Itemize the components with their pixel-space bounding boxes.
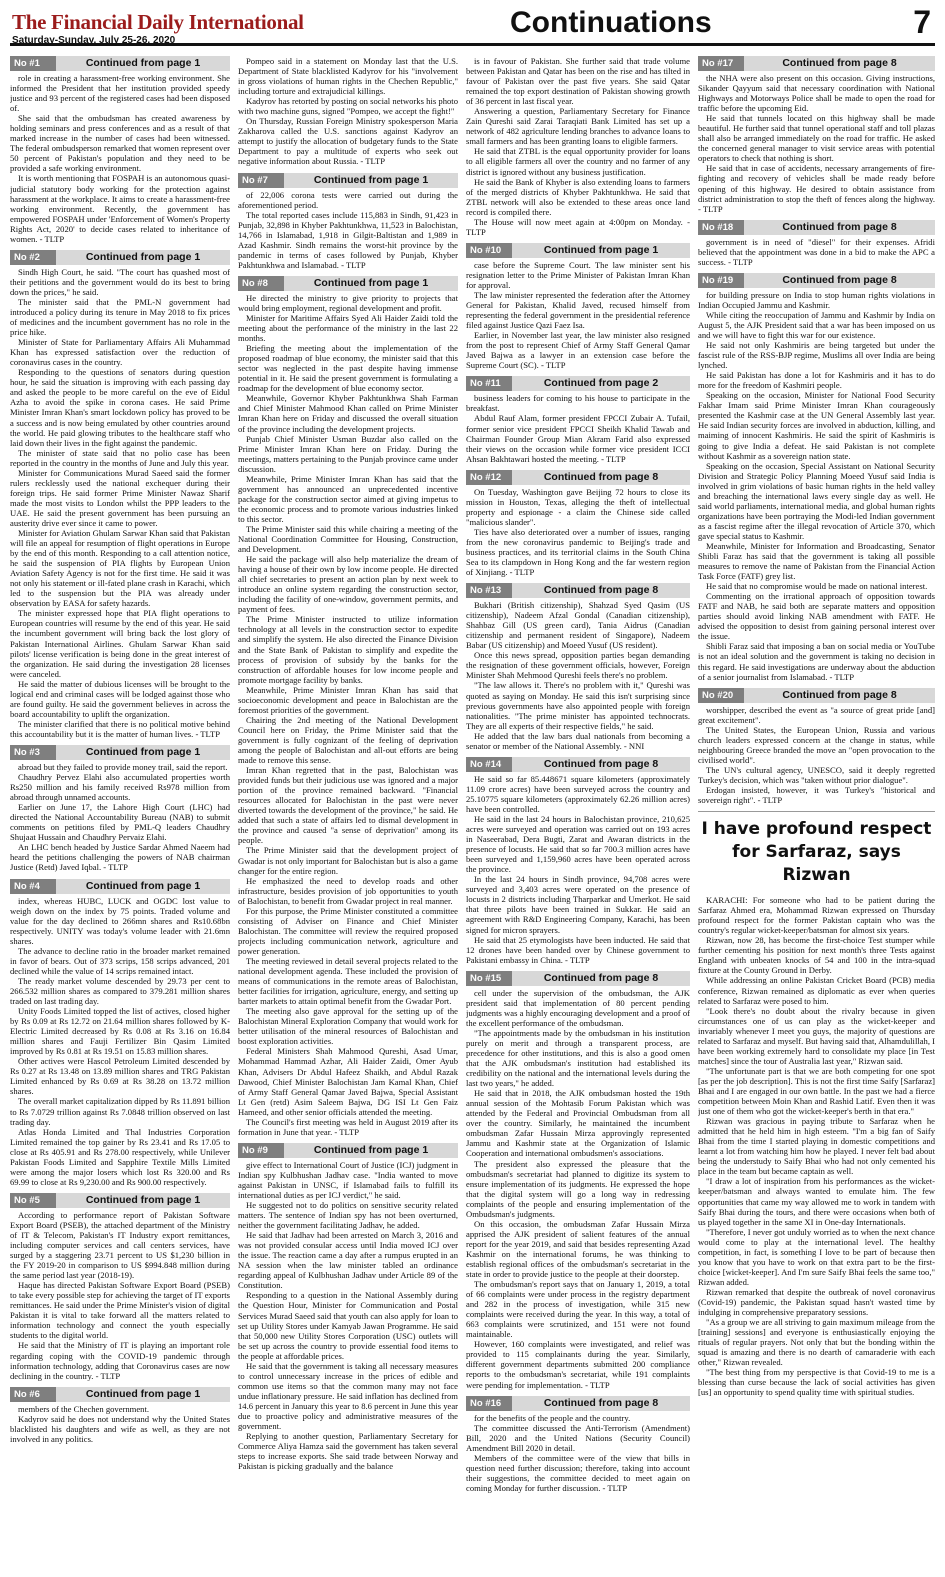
continuation-label: Continued from page 1	[56, 745, 230, 760]
story-paragraph: Rizwan was gracious in paying tribute to Sarfaraz when he admitted that he held him in high esteem. "I'm a big fan of Saify Bhai from the time I started playing in domestic competitions and learnt a lot from watching him how he played. I never felt bad about being the understudy to Saify Bhai who had not only cemented his place in the team but became captain as well.	[698, 1116, 935, 1177]
article-paragraph: cell under the supervision of the ombudsman, the AJK president said that implementation of 80 percent pending judgments was a highly encouraging development and a proof of the excellent performance of the ombudsman.	[466, 987, 690, 1028]
continuation-header	[238, 276, 458, 291]
article-paragraph: He said Pakistan has done a lot for Kashmiris and it has to do more for the freedom of Kashmiri people.	[698, 370, 935, 391]
continuation-number: No #18	[698, 220, 744, 235]
continuation-header	[238, 1143, 458, 1158]
continuation-block	[238, 276, 458, 1137]
story-headline: I have profound respect for Sarfaraz, says Rizwan	[698, 811, 935, 887]
article-paragraph: The United States, the European Union, Russia and various church leaders expressed concern at the change in status, while neighbouring Greece branded the move an "open provocation to the civilised world".	[698, 724, 935, 765]
article-paragraph: He said not only Kashmiris are being targeted but under the fascist rule of the RSS-BJP regime, Muslims all over India are being lynched.	[698, 340, 935, 371]
article-paragraph: Punjab Chief Minister Usman Buzdar also called on the Prime Minister Imran Khan here on Friday. During the meetings, matters pertaining to the Punjab province came under discussion.	[238, 433, 458, 474]
continuation-number: No #5	[10, 1193, 56, 1208]
continuation-number: No #2	[10, 250, 56, 265]
story-paragraph: "Look there's no doubt about the rivalry because in given circumstances one of us can play as the wicket-keeper and invariably whenever I meet you guys, the majority of questions are related to Sarfaraz and myself. But having said that, Alhamdulillah, I have been working extremely hard to consolidate my place [in Test matches] since the tour of Australia last year," Rizwan said.	[698, 1005, 935, 1066]
article-paragraph: Briefing the meeting about the implementation of the proposed roadmap of blue economy, the minister said that this sector was neglected in the past despite having immense potential in it. He said the present government is formulating a roadmap for the development of blue economy sector.	[238, 343, 458, 394]
continuation-block	[466, 971, 690, 1390]
article-paragraph: He said the matter of dubious licenses will be brought to the logical end and criminal cases will be lodged against those who are found guilty. He said the government believes in across the board accountability to uplift the organization.	[10, 678, 230, 719]
article-paragraph: According to performance report of Pakistan Software Export Board (PSEB), the attached department of the Ministry of IT & Telecom, Pakistan's IT Industry export remittances, including computer services and call centers services, have surged by a staggering 23.71 percent to US $1,230 billion in the FY 2019-20 in comparison to US $994.848 million during the same period last year (2018-19).	[10, 1209, 230, 1281]
article-paragraph: Minister for Communications Murad Saeed said the former rulers recklessly used the national exchequer during their foreign trips. He said former Prime Minister Nawaz Sharif made the most visits to London whilst the PPP leaders to the UAE. He said the present government has been pursuing an austerity drive ever since it came to power.	[10, 467, 230, 528]
article-paragraph: "The appointments made by the ombudsman in his institution purely on merit and through a transparent process, are precedence for other institutions, and this is also a good omen that the AJK ombudsman's institution had established its credibility on the national and the international levels during the last two years," he added.	[466, 1027, 690, 1089]
article-paragraph: Haque has directed Pakistan Software Export Board (PSEB) to take every possible step for achieving the target of IT exports remittances. He said under the Prime Minister's vision of digital Pakistan it is vital to take forward all the matters related to information technology and connect the youth especially students to the digital world.	[10, 1280, 230, 1341]
continuation-block	[10, 745, 230, 873]
continuation-label: Continued from page 1	[284, 276, 458, 291]
continuation-number: No #15	[466, 971, 512, 986]
article-paragraph: Minister of State for Parliamentary Affairs Ali Muhammad Khan has expressed satisfaction over the reduction of coronavirus cases in the country.	[10, 337, 230, 368]
article-paragraph: The advance to decline ratio in the broader market remained in favor of bears. Out of 373 scrips, 158 scrips advanced, 201 declined while the value of 14 scrips remained intact.	[10, 945, 230, 976]
continuation-header	[10, 1193, 230, 1208]
article-paragraph: On this occasion, the ombudsman Zafar Hussain Mirza apprised the AJK president of salient features of the annual report for the year 2019, and said that besides representing Azad Kashmir on the international forums, he was thinking to establish regional offices of the ombudsman's secretariat in the state in order to provide justice to the people at their doorstep.	[466, 1218, 690, 1280]
article-paragraph: Responding to the questions of senators during question hour, he said the situation is improving with each passing day and asked the people to be more careful on the eve of Eidul Azha to avoid the spike in corona cases. He said Prime Minister Imran Khan's smart lockdown policy has proved to be a success and is now being emulated by other countries around the world. He paid glowing tributes to the healthcare staff who laid down their lives in the fight against the pandemic.	[10, 367, 230, 448]
continuation-label: Continued from page 8	[512, 971, 690, 986]
column-2	[238, 56, 458, 1572]
masthead	[10, 6, 935, 46]
article-paragraph: The meeting also gave approval for the setting up of the Balochistan Mineral Exploration Company that would work for better utilisation of the mineral resources of Balochistan and boost exploration activities.	[238, 1006, 458, 1047]
story-paragraph: "I draw a lot of inspiration from his performances as the wicket-keeper/batsman and always wanted to emulate him. The few opportunities that came my way allowed me to work in tandem with Saify Bhai during the tours, and there were occasions when both of us played together in the same XI in One-day Internationals.	[698, 1176, 935, 1227]
continuation-block	[10, 250, 230, 739]
article-paragraph: Earlier, in November last year, the law minister also resigned from the post to represent Chief of Army Staff General Qamar Javed Bajwa as a lawyer in an extension case before the Supreme Court (SC). - TLTP	[466, 330, 690, 371]
article-paragraph: Federal Ministers Shah Mahmood Qureshi, Asad Umar, Mohammad Hammad Azhar, Ali Haider Zaidi, Omer Ayub Khan, Advisers Dr Abdul Hafeez Shaikh, and Abdul Razak Dawood, Chief Minister Balochistan Jam Kamal Khan, Chief of Army Staff General Qamar Javed Bajwa, Special Assistant Lt Gen (retd) Asim Saleem Bajwa, DG ISI Lt Gen Faiz Hameed, and other senior officials attended the meeting.	[238, 1046, 458, 1117]
continuation-block	[466, 757, 690, 965]
article-paragraph: The president also expressed the pleasure that the ombudsman's secretariat had planned to digitize its system to ensure implementation of its judgments. He expressed the hope that the digital system will go a long way in redressing complaints of the people and ensuring implementation of the Ombudsman's judgments.	[466, 1158, 690, 1219]
continuation-header	[698, 56, 935, 71]
continuation-header	[10, 745, 230, 760]
continuation-block	[10, 56, 230, 244]
article-paragraph: While citing the reoccupation of Jammu and Kashmir by India on August 5, the AJK President said that a war has been imposed on us and we will have to fight this war for our existence.	[698, 309, 935, 340]
story-paragraph: While addressing an online Pakistan Cricket Board (PCB) media conference, Rizwan remained as diplomatic as ever when queries related to Sarfaraz were posed to him.	[698, 975, 935, 1006]
continuation-block	[238, 173, 458, 270]
continuation-label: Continued from page 1	[56, 250, 230, 265]
continuation-block	[238, 1143, 458, 1471]
story-paragraph: "Therefore, I never got unduly worried as to when the next chance would come to play at the international level. The healthy competition, in fact, is something I love to be part of because then you know that you have to work on that extra part to be the first-choice [wicket-keeper]. And I'm sure Saify Bhai feels the same too," Rizwan added.	[698, 1226, 935, 1287]
continuation-label: Continued from page 8	[512, 1396, 690, 1411]
article-paragraph: The House will now meet again at 4:00pm on Monday. - TLTP	[466, 216, 690, 237]
continuation-label: Continued from page 8	[744, 56, 935, 71]
story-paragraph: Rizwan remarked that despite the outbreak of novel coronavirus (Covid-19) pandemic, the Pakistan squad hasn't wasted time by indulging in comprehensive preparatory sessions.	[698, 1286, 935, 1318]
article-paragraph: Meanwhile, Governor Khyber Pakhtunkhwa Shah Farman and Chief Minister Mahmood Khan called on Prime Minister Imran Khan here on Friday and discussed the overall situation of the province including the development projects.	[238, 393, 458, 434]
continuation-number: No #1	[10, 56, 56, 71]
story-paragraph: "The best thing from my perspective is that Covid-19 to me is a blessing than curse because the lack of social activities has given [us] an opportunity to spend quality time with spiritual studies.	[698, 1367, 935, 1398]
continuation-number: No #10	[466, 243, 512, 258]
article-paragraph: Kadyrov said he does not understand why the United States blacklisted his daughters and wife as well, as they are not involved in any politics.	[10, 1413, 230, 1444]
article-paragraph: abroad but they failed to provide money trail, said the report.	[18, 762, 228, 772]
continuation-label: Continued from page 2	[512, 376, 690, 391]
story-article	[698, 811, 935, 1397]
continuation-header	[698, 220, 935, 235]
continuation-header	[466, 376, 690, 391]
article-paragraph: Chaudhry Pervez Elahi also accumulated properties worth Rs250 million and his family received Rs978 million from abroad through unnamed accounts.	[10, 772, 230, 803]
article-paragraph: He said in the last 24 hours in Balochistan province, 210,625 acres were surveyed and operation was carried out on 193 acres in Naseerabad, Dera Bugti, Zarat and Awaran districts in the presence of locusts. He said that so far 700.3 million acres have been surveyed and 1,159,960 acres have been operated across the province.	[466, 814, 690, 875]
continuation-label: Continued from page 8	[512, 583, 690, 598]
continuation-block	[466, 243, 690, 371]
article-paragraph: Abdul Rauf Alam, former president FPCCI Zubair A. Tufail, former senior vice president FPCCI Sheikh Khalid Tawab and Chairman Founder Group Mian Akram Farid also expressed their views on the occasion while former vice president ICCI Ahsan Bakhtawari hosted the meeting. - TLTP	[466, 413, 690, 464]
article-paragraph: Once this news spread, opposition parties began demanding the resignation of these government officials, however, Foreign Minister Shah Mehmood Qureshi feels there's no problem.	[466, 650, 690, 681]
continuation-label: Continued from page 1	[512, 243, 690, 258]
continuation-header	[466, 583, 690, 598]
article-paragraph: The total reported cases include 115,883 in Sindh, 91,423 in Punjab, 32,898 in Khyber Pakhtunkhwa, 11,523 in Balochistan, 14,766 in Islamabad, 1,918 in Gilgit-Baltistan and 1,989 in Azad Kashmir. Sindh remains the worst-hit province by the pandemic in terms of cases followed by Punjab, Khyber Pakhtunkhwa and Islamabad. - TLTP	[238, 209, 458, 270]
continuation-block	[466, 1396, 690, 1493]
article-paragraph: The Prime Minister said that the development project of Gwadar is not only important for Balochistan but is also a game changer for the entire region.	[238, 845, 458, 876]
article-paragraph: The meeting reviewed in detail several projects related to the national development agenda. These included the provision of means of communications in the remote areas of Balochistan, better facilities for irrigation, agriculture, energy, and setting up barter markets to attain optimal benefit from the Gwadar Port.	[238, 955, 458, 1007]
continuation-header	[466, 1396, 690, 1411]
article-paragraph: Ties have also deteriorated over a number of issues, ranging from the new coronavirus pandemic to Beijing's trade and business practices, and its territorial claims in the South China Sea to its clampdown in Hong Kong and the far western region of Xinjiang. - TLTP	[466, 526, 690, 578]
continuation-block	[238, 56, 458, 167]
article-paragraph: The UN's cultural agency, UNESCO, said it deeply regretted Turkey's decision, which was "taken without prior dialogue".	[698, 764, 935, 785]
continuation-block	[10, 879, 230, 1187]
continuation-number: No #17	[698, 56, 744, 71]
article-paragraph: The Prime Minister instructed to utilize information technology at all levels in the construction sector to expedite and simplify the system. He also directed the Finance Division and the State Bank of Pakistan to simplify and expedite the process of provision of subsidy by the banks for the construction of affordable houses for low income people and promote mortgage facility by banks.	[238, 614, 458, 685]
article-paragraph: Atlas Honda Limited and Thal Industries Corporation Limited remained the top gainer by Rs 23.41 and Rs 17.05 to close at Rs 405.91 and Rs 278.00 respectively, while Unilever Pakistan Foods Limited and Sapphire Textile Mills Limited were among the major losers which lost Rs 320.00 and Rs 69.99 to close at Rs 9,230.00 and Rs 900.00 respectively.	[10, 1126, 230, 1187]
article-paragraph: She said that the ombudsman has created awareness by holding seminars and press conferences and as a result of that marked increase in the number of cases had been witnessed. The federal ombudsperson remarked that women represent over 50 percent of Pakistan's population and they need to be provided a safe working environment.	[10, 113, 230, 174]
story-paragraph: KARACHI: For someone who had to be patient during the Sarfaraz Ahmed era, Mohammad Rizwan expressed on Thursday profound respect for the former Pakistan captain who was the country's regular wicket-keeper/batsman for almost six years.	[698, 895, 935, 936]
article-paragraph: Other actives were Hascol Petroleum Limited descended by Rs 0.27 at Rs 13.48 on 13.89 million shares and TRG Pakistan Limited enhanced by Rs 0.69 at Rs 38.28 on 13.72 million shares.	[10, 1056, 230, 1097]
continuation-number: No #13	[466, 583, 512, 598]
article-paragraph: government is in need of "diesel" for their expenses. Afridi believed that the appointment was done in a bid to make the APC a success. - TLTP	[698, 236, 935, 267]
page-number: 7	[913, 4, 931, 40]
continuation-number: No #4	[10, 879, 56, 894]
continuation-label: Continued from page 1	[56, 879, 230, 894]
article-paragraph: It is worth mentioning that FOSPAH is an autonomous quasi-judicial statutory body working for the protection against harassment at the workplace. It aims to create a harassment-free working environment. Recently, the government has empowered FOSPAH under 'Enforcement of Women's Property Rights Act, 2020' to decide cases related to inheritance of women. - TLTP	[10, 173, 230, 244]
article-paragraph: Responding to a question in the National Assembly during the Question Hour, Minister for Communication and Postal Services Murad Saeed said that youth can also apply for loan to set up Utility Stores under Kamyab Jawan Programme. He said that 50,000 new Utility Stores Corporation (USC) outlets will be set up across the country to provide essential food items to the people at affordable prices.	[238, 1290, 458, 1361]
continuation-label: Continued from page 8	[512, 757, 690, 772]
article-paragraph: "The law allows it. There's no problem with it," Qureshi was quoted as saying on Monday. He said this isn't surprising since previous governments have also appointed people with foreign nationalities. "The prime minister has appointed technocrats. They are all experts of their respective fields," he said.	[466, 680, 690, 731]
article-paragraph: He said that no compromise would be made on national interest.	[706, 581, 928, 592]
article-paragraph: The minister clarified that there is no political motive behind this accountability but it is the matter of human lives. - TLTP	[10, 718, 230, 739]
continuation-label: Continued from page 8	[744, 273, 935, 288]
article-paragraph: On Thursday, Russian Foreign Ministry spokesperson Maria Zakharova called the U.S. sanctions against Kadyrov an attempt to justify the allocation of budgetary funds to the State Department to pay a multitude of experts who seek out negative information about Russia. - TLTP	[238, 116, 458, 167]
article-paragraph: the NHA were also present on this occasion. Giving instructions, Sikander Qayyum said that necessary coordination with National Highways and Motorways Police shall be made to open the road for traffic before the upcoming Eid.	[698, 73, 935, 114]
article-paragraph: The minister of state said that no polio case has been reported in the country in the months of June and July this year.	[10, 447, 230, 468]
continuation-header	[466, 971, 690, 986]
article-paragraph: He said so far 85.448671 square kilometers (approximately 11.09 crore acres) have been surveyed across the country and 25.10775 square kilometers (approximately 62.26 million acres) have been controlled.	[466, 773, 690, 814]
continuation-header	[466, 757, 690, 772]
continuation-header	[238, 173, 458, 188]
article-paragraph: The ombudsman's report says that on January 1, 2019, a total of 66 complaints were under process in the registry department and 282 in the process of investigation, while 315 new complaints were received during the year. In this way, a total of 663 complaints were scrutinized, and 151 were not found maintainable.	[466, 1279, 690, 1340]
continuation-number: No #8	[238, 276, 284, 291]
article-paragraph: The ready market volume descended by 29.73 per cent to 266.532 million shares as compared to 379.281 million shares traded on last trading day.	[10, 975, 230, 1006]
article-paragraph: Erdogan insisted, however, it was Turkey's "historical and sovereign right". - TLTP	[698, 785, 935, 806]
story-paragraph: Rizwan, now 28, has become the first-choice Test stumper while further cementing his position for next month's three Tests against England with unbeaten knocks of 54 and 100 in the intra-squad fixture at the County Ground in Derby.	[698, 935, 935, 976]
article-paragraph: He said that ZTBL is the equal opportunity provider for loans to all eligible farmers all over the country and no farmer of any district is ignored without any business justification.	[466, 146, 690, 177]
article-paragraph: index, whereas HUBC, LUCK and OGDC lost value to weigh down on the index by 75 points. Traded volume and value for the day declined to 266mn shares and Rs10.68bn respectively. UNITY was today's volume leader with 21.6mn shares.	[10, 895, 230, 946]
article-paragraph: Unity Foods Limited topped the list of actives, closed higher by Rs 0.09 at Rs 12.72 on 21.64 million shares followed by K-Electric Limited decreased by Rs 0.08 at Rs 3.16 on 16.84 million shares and Fauji Fertilizer Bin Qasim Limited improved by Rs 0.81 at Rs 19.51 on 15.83 million shares.	[10, 1006, 230, 1057]
article-paragraph: Replying to another question, Parliamentary Secretary for Commerce Aliya Hamza said the government has taken several steps to increase exports. She said trade between Norway and Pakistan is picking gradually and the balance	[238, 1431, 458, 1472]
article-paragraph: He said the package will also help materialize the dream of having a house of their own by low income people. He directed all chief secretaries to present an action plan by next week to introduce an online system regarding the construction sector, including the facility of one-window, government permits, and payment of fees.	[238, 554, 458, 615]
continuation-number: No #11	[466, 376, 512, 391]
continuation-number: No #3	[10, 745, 56, 760]
article-paragraph: The committee discussed the Anti-Terrorism (Amendment) Bill, 2020 and the United Nations (Security Council) Amendment Bill 2020 in detail.	[466, 1422, 690, 1453]
article-paragraph: Speaking on the occasion, Minister for National Food Security Fakhar Imam said Prime Minister Imran Khan courageously presented the Kashmir case at the UN General Assembly last year. He said Indian security forces are involved in abduction, killing, and maiming of innocent Kashmiris. He said the spirit of Kashmiris is going to give India a defeat. He said Pakistan is not complete without Kashmir as a sovereign nation state.	[698, 390, 935, 461]
issue-date: Saturday-Sunday, July 25-26, 2020	[12, 35, 176, 46]
continuation-header	[10, 879, 230, 894]
article-paragraph: for the benefits of the people and the country.	[474, 1412, 631, 1423]
article-paragraph: He said that in 2018, the AJK ombudsman hosted the 19th annual session of the Mohtasib Forum Pakistan which was attended by the Federal and Provincial Ombudsman from all over the country. Similarly, he maintained the incumbent ombudsman Zafar Hussain Mirza approvingly represented Jammu and Kashmir state at the Organization of Islamic Cooperation and international ombudsmen's associations.	[466, 1088, 690, 1159]
article-paragraph: The minister said that the PML-N government had introduced a policy during its tenure in May 2018 to fix prices of medicines and the incumbent government has no role in the price hike.	[10, 296, 230, 338]
story-paragraph: "As a group we are all striving to gain maximum mileage from the [training] sessions] and everyone is enthusiastically enjoying the rituals of regular prayers. Not only that but the bonding within the squad is amazing and there is no dearth of camaraderie with each other," Rizwan revealed.	[698, 1317, 935, 1368]
continuation-block	[466, 470, 690, 577]
article-paragraph: worshipper, described the event as "a source of great pride [and] great excitement".	[698, 704, 935, 725]
continuation-number: No #7	[238, 173, 284, 188]
article-paragraph: For this purpose, the Prime Minister constituted a committee consisting of Adviser on Finance and Chief Minister Balochistan. The committee will review the required proposed projects including communication network, agriculture and power generation.	[238, 905, 458, 956]
continuation-label: Continued from page 8	[744, 220, 935, 235]
article-paragraph: Earlier on June 17, the Lahore High Court (LHC) had directed the National Accountability Bureau (NAB) to submit comments on petitions filed by PML-Q leaders Chaudhry Shujaat Hussain and Chaudhry Pervaiz Elahi.	[10, 802, 230, 843]
article-paragraph: Members of the committee were of the view that bills in question need further discussion; therefore, taking into account their suggestions, the committee decided to meet again on coming Monday for further discussion. - TLTP	[466, 1452, 690, 1493]
article-paragraph: He said that in case of accidents, necessary arrangements of fire-fighting and recovery of vehicles shall be made ready before opening of this highway. He desired to obtain assistance from district administration to stop the theft of fences along the highway. - TLTP	[698, 163, 935, 214]
article-paragraph: The Prime Minister said this while chairing a meeting of the National Coordination Committee for Housing, Construction, and Development.	[238, 523, 458, 555]
continuation-number: No #6	[10, 1387, 56, 1402]
paper-name: The Financial Daily International	[12, 10, 304, 34]
article-paragraph: He said that tunnels located on this highway shall be made beautiful. He further said that tunnel operational staff and toll plazas shall also be arranged immediately on the road for traffic. He asked the concerned general manager to visit service areas with potential operators to check that nothing is short.	[698, 113, 935, 164]
article-paragraph: Minister for Maritime Affairs Syed Ali Haider Zaidi told the meeting about the performance of the ministry in the last 22 months.	[238, 312, 458, 344]
article-paragraph: give effect to International Court of Justice (ICJ) judgment in Indian spy Kulbhushan Jadhav case. "India wanted to move against Pakistan in UNSC, if Islamabad fails to fulfill its international duties as per ICJ verdict," he said.	[238, 1159, 458, 1200]
article-paragraph: The minister expressed hope that PIA flight operations to European countries will resume by the end of this year. He said the incumbent government will bring back the lost glory of Pakistan International Airlines. Ghulam Sarwar Khan said pilots' license verification is being done in the great interest of the organization. He said during the investigation 28 licenses were canceled.	[10, 608, 230, 679]
continuation-header	[466, 243, 690, 258]
continuation-label: Continued from page 1	[284, 173, 458, 188]
continuation-number: No #14	[466, 757, 512, 772]
article-paragraph: The law minister represented the federation after the Attorney General for Pakistan, Khalid Javed, recused himself from representing the federal government in the presidential reference filed against Justice Qazi Faez Isa.	[466, 289, 690, 331]
continuation-number: No #16	[466, 1396, 512, 1411]
continuation-block	[698, 273, 935, 682]
article-paragraph: He directed the ministry to give priority to projects that would bring employment, regional development and profit.	[238, 292, 458, 313]
section-title: Continuations	[510, 6, 712, 39]
continuation-header	[10, 1387, 230, 1402]
article-paragraph: He said that Jadhav had been arrested on March 3, 2016 and was not provided consular access until India moved ICJ over the issue. The reaction came a day after a rumpus erupted in an NA session when the law minister tabled an ordinance regarding appeal of Kulbhushan Jadhav under Article 89 of the Constitution.	[238, 1230, 458, 1291]
article-paragraph: Minister for Aviation Ghulam Sarwar Khan said that Pakistan will file an appeal for resumption of flight operations in Europe by the end of this month. Responding to a call attention notice, he said the suspension of PIA flights by European Union Aviation Safety Agency is not for the first time. He said it was not only his statement or ill-fated plane crash in Karachi, which led to the suspension but the PIA was already under observation by EASA for safety hazards.	[10, 528, 230, 609]
continuation-number: No #9	[238, 1143, 284, 1158]
article-paragraph: Kadyrov has retorted by posting on social networks his photo with two machine guns, signed "Pompeo, we accept the fight!"	[238, 96, 458, 117]
article-paragraph: The Council's first meeting was held in August 2019 after its formation in June that year. - TLTP	[238, 1116, 458, 1137]
column-4	[698, 56, 935, 1572]
column-1	[10, 56, 230, 1572]
continuation-block	[10, 1387, 230, 1444]
article-paragraph: He said that the Ministry of IT is playing an important role regarding coping with the COVID-19 pandemic through information technology, adding that Coronavirus cases are now declining in the country. - TLTP	[10, 1340, 230, 1381]
continuation-block	[698, 220, 935, 267]
continuation-label: Continued from page 8	[744, 688, 935, 703]
continuation-header	[466, 470, 690, 485]
article-paragraph: Meanwhile, Prime Minister Imran Khan has said that the government has announced an unprecedented incentive package for the construction sector aimed at giving impetus to the economic process and to promote various industries linked to this sector.	[238, 473, 458, 524]
article-paragraph: Pompeo said in a statement on Monday last that the U.S. Department of State blacklisted Kadyrov for his "involvement in gross violations of human rights in the Chechen Republic," including torture and extrajudicial killings.	[238, 56, 458, 97]
article-paragraph: In the last 24 hours in Sindh province, 94,708 acres were surveyed and 3,403 acres were operated on the presence of locusts in 2 districts including Tharparkar and Umerkot. He said that three pilots have been trained in Sukkar. He said an agreement with R&D Engineering Company, Karachi, has been signed for micron sprayers.	[466, 874, 690, 935]
article-paragraph: He added that the law bars dual nationals from becoming a senator or member of the National Assembly. - NNI	[466, 730, 690, 751]
continuation-header	[698, 688, 935, 703]
continuation-block	[466, 583, 690, 751]
continuation-label: Continued from page 1	[284, 1143, 458, 1158]
continuation-label: Continued from page 1	[56, 56, 230, 71]
article-paragraph: However, 160 complaints were investigated, and relief was provided to 115 complainants during the year. Similarly, different government departments submitted 200 compliance reports to the ombudsman's secretariat, while 191 complaints were pending for implementation. - TLTP	[466, 1339, 690, 1390]
article-paragraph: He emphasized the need to develop roads and other infrastructure, besides provision of job opportunities to youth of Balochistan, to benefit from Gwadar project in real manner.	[238, 875, 458, 906]
continuation-header	[10, 250, 230, 265]
continuation-block	[10, 1193, 230, 1381]
article-paragraph: He said that 25 etymologists have been inducted. He said that 12 drones have been handed over by Chinese government to Pakistani embassy in China. - TLTP	[466, 934, 690, 965]
article-paragraph: He said the Bank of Khyber is also extending loans to farmers of the merged districts of Khyber Pakhtunkhwa. He said that ZTBL network will also be extended to these areas once land record is compiled there.	[466, 176, 690, 217]
story-paragraph: "The unfortunate part is that we are both competing for one spot [as per the job description]. This is not the first time Saify [Sarfaraz] Bhai and I are engaged in our own battle. In the past we had a fierce competition between Moin Khan and Rashid Latif. Even then it was just one of them who got the wicket-keeper's berth in that era."	[698, 1065, 935, 1117]
article-paragraph: case before the Supreme Court. The law minister sent his resignation letter to the Prime Minister of Pakistan Imran Khan for approval.	[466, 259, 690, 290]
continuation-label: Continued from page 1	[56, 1193, 230, 1208]
article-paragraph: Meanwhile, Minister for Information and Broadcasting, Senator Shibli Faraz has said that the government is taking all possible measures to remove the name of Pakistan from the Financial Action Task Force (FATF) grey list.	[698, 540, 935, 582]
continuation-header	[698, 273, 935, 288]
article-paragraph: business leaders for coming to his house to participate in the breakfast.	[466, 393, 690, 414]
continuation-header	[10, 56, 230, 71]
continuation-label: Continued from page 8	[512, 470, 690, 485]
continuation-block	[466, 376, 690, 463]
article-paragraph: Chairing the 2nd meeting of the National Development Council here on Friday, the Prime Minister said that the government is fully cognizant of the feeling of deprivation among the people of Balochistan and all-out efforts are being made to remove this sense.	[238, 714, 458, 766]
article-paragraph: Answering a question, Parliamentary Secretary for Finance Zain Qureshi said Zarai Taraqiati Bank Limited has set up a network of 482 agriculture lending branches to advance loans to small farmers and has been granting loans to eligible farmers.	[466, 106, 690, 147]
article-paragraph: Shibli Faraz said that imposing a ban on social media or YouTube is not an ideal solution and the government is taking no decision in this regard. He said investigations are underway about the abduction of a senior journalist from Islamabad. - TLTP	[698, 641, 935, 682]
article-paragraph: An LHC bench headed by Justice Sardar Ahmed Naeem had heard the petitions challenging the powers of NAB chairman Justice (Retd) Javed Iqbal. - TLTP	[10, 842, 230, 873]
continuation-label: Continued from page 1	[56, 1387, 230, 1402]
article-paragraph: role in creating a harassment-free working environment. She informed the President that her institution provided speedy justice and 93 percent of the registered cases had been disposed of.	[10, 73, 230, 114]
article-paragraph: The overall market capitalization dipped by Rs 11.891 billion to Rs 7.0729 trillion against Rs 7.0848 trillion observed on last trading day.	[10, 1096, 230, 1127]
article-paragraph: Commenting on the irrational approach of opposition towards FATF and NAB, he said both are separate matters and opposition parties should avoid linking NAB amendment with FATF. He advised the opposition to desist from gaining personal interest over the issue.	[698, 591, 935, 642]
continuation-number: No #19	[698, 273, 744, 288]
article-paragraph: Speaking on the occasion, Special Assistant on National Security Division and Strategic Policy Planning Moeed Yusuf said India is involved in grim violations of basic human rights in the held valley and breaching the international laws every single day as well. He said world parliaments, international media, and global human rights organizations have been portraying the Modi-led Indian government as a fascist regime after the illegal revocation of Article 370, which gave special status to Kashmir.	[698, 460, 935, 541]
article-paragraph: On Tuesday, Washington gave Beijing 72 hours to close its mission in Houston, Texas, alleging the theft of intellectual property and espionage - a claim the Chinese side called "malicious slander".	[466, 486, 690, 527]
continuation-block	[698, 688, 935, 805]
article-paragraph: Bukhari (British citizenship), Shahzad Syed Qasim (US citizenship), Nadeem Afzal Gondal (Canadian citizenship), Shahbaz Gill (US green card), Tania Aidrus (Canadian citizenship and permanent resident of Singapore), Nadeem Babar (US citizenship) and Moeed Yusuf (US resident).	[466, 600, 690, 651]
article-paragraph: Imran Khan regretted that in the past, Balochistan was provided funds but their judicious use was ignored and a major portion of the province remained backward. "Financial resources allocated for Balochistan in the past were never diverted towards the development of the province," he said. He added that such a state of affairs led to dismal development in the province and caused "a sense of deprivation" among its people.	[238, 765, 458, 846]
continuation-number: No #12	[466, 470, 512, 485]
article-paragraph: Sindh High Court, he said. "The court has quashed most of their petitions and the government would do its best to bring down the prices," he said.	[10, 266, 230, 297]
article-paragraph: Meanwhile, Prime Minister Imran Khan has said that socioeconomic development and peace in Balochistan are the foremost priorities of the government.	[238, 684, 458, 715]
article-paragraph: members of the Chechen government.	[18, 1403, 150, 1414]
continuation-number: No #20	[698, 688, 744, 703]
article-paragraph: of 22,006 corona tests were carried out during the aforementioned period.	[238, 189, 458, 210]
article-paragraph: He suggested not to do politics on sensitive security related matters. The sentence of Indian spy has not been overturned, neither the government facilitating Jadhav, he added.	[238, 1200, 458, 1231]
column-3	[466, 56, 690, 1572]
article-paragraph: is in favour of Pakistan. She further said that trade volume between Pakistan and Qatar has been on the rise and has tilted in favour of Pakistan over the past five years. She said Qatar remained the top export destination of Pakistan showing growth of 36 percent in last fiscal year.	[466, 56, 690, 107]
article-paragraph: He said that the government is taking all necessary measures to control unnecessary increase in the prices of edible and common use items so that the common many may not face undue inflationary pressure. He said inflation has declined from 14.6 percent in January this year to 8.6 percent in June this year due to proactive policy and administrative measures of the government.	[238, 1360, 458, 1432]
article-paragraph: for building pressure on India to stop human rights violations in Indian Occupied Jammu and Kashmir.	[698, 289, 935, 310]
continuation-block	[466, 56, 690, 237]
continuation-block	[698, 56, 935, 214]
